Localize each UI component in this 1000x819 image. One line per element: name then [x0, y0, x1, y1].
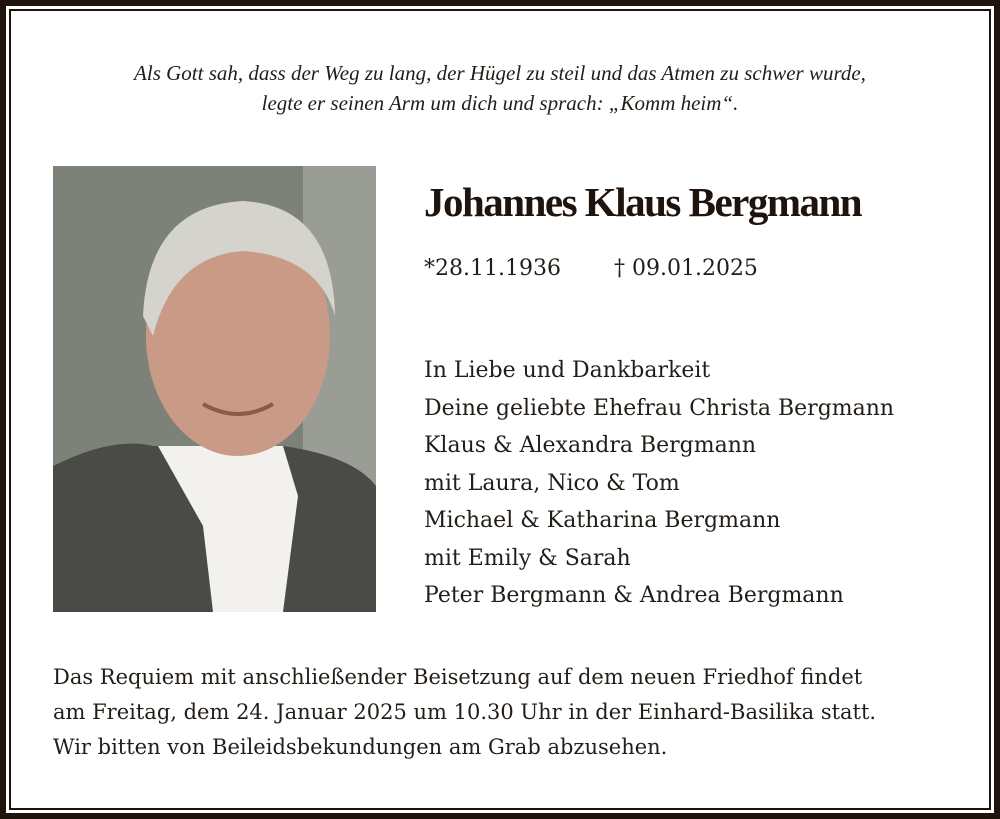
- family-line: mit Laura, Nico & Tom: [424, 470, 680, 496]
- life-dates: [424, 256, 758, 281]
- family-line: Klaus & Alexandra Bergmann: [424, 433, 757, 458]
- birth-date: *28.11.1936: [424, 256, 561, 281]
- dagger-icon: †: [613, 256, 625, 281]
- family-list: [424, 352, 894, 615]
- deceased-name: Johannes Klaus Bergmann: [424, 179, 862, 225]
- family-line: Deine geliebte Ehefrau Christa Bergmann: [424, 395, 895, 421]
- notice-line: am Freitag, dem 24. Januar 2025 um 10.30 Uhr in der Einhard-Basilika statt.: [53, 700, 877, 724]
- motto-quote: [40, 58, 960, 118]
- family-line: Michael & Katharina Bergmann: [424, 508, 781, 533]
- motto-line: Als Gott sah, dass der Weg zu lang, der Hügel zu steil und das Atmen zu schwer wurde,: [134, 61, 866, 85]
- death-date: 09.01.2025: [631, 256, 758, 281]
- family-line: mit Emily & Sarah: [424, 545, 631, 571]
- family-line: In Liebe und Dankbarkeit: [424, 358, 711, 383]
- notice-line: Das Requiem mit anschließender Beisetzung auf dem neuen Friedhof findet: [53, 665, 863, 689]
- family-line: Peter Bergmann & Andrea Bergmann: [424, 583, 844, 608]
- motto-line: legte er seinen Arm um dich und sprach: „Komm heim“.: [261, 91, 739, 115]
- notice-line: Wir bitten von Beileidsbekundungen am Grab abzusehen.: [53, 735, 668, 759]
- portrait-photo: [53, 166, 376, 612]
- funeral-notice: [53, 660, 876, 765]
